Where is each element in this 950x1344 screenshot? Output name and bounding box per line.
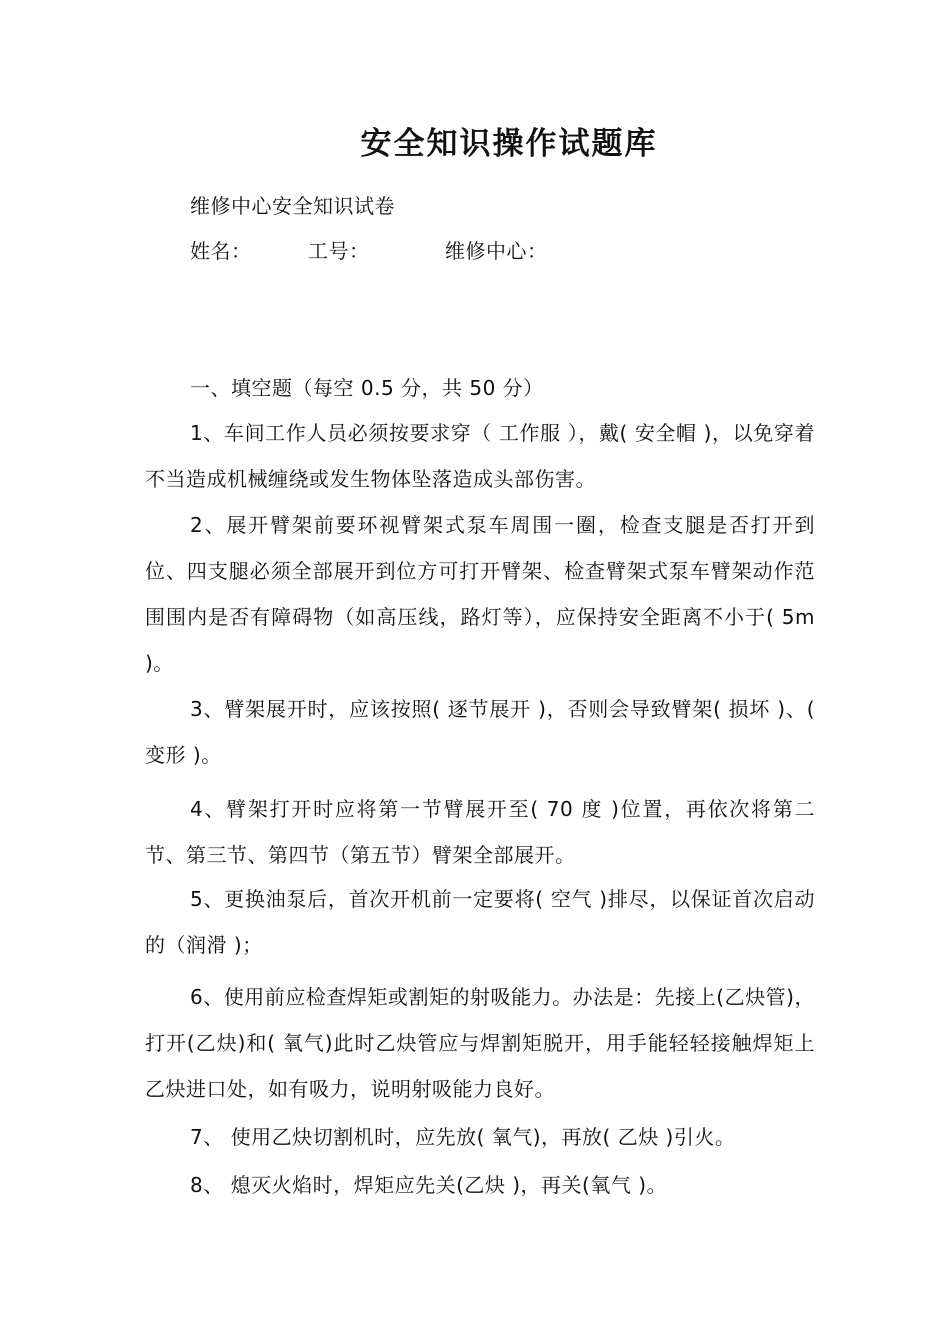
employee-id-label: 工号： xyxy=(308,239,370,263)
question-6: 6、使用前应检查焊矩或割矩的射吸能力。办法是：先接上(乙炔管)，打开(乙炔)和( 氧气)此时乙炔管应与焊割矩脱开，用手能轻轻接触焊矩上乙炔进口处，如有吸力，说明射吸能力良好。 xyxy=(145,985,815,1101)
exam-info-row xyxy=(190,235,548,264)
document-title: 安全知识操作试题库 xyxy=(360,126,658,162)
repair-center-label: 维修中心： xyxy=(445,239,548,263)
question-5: 5、更换油泵后，首次开机前一定要将( 空气 )排尽，以保证首次启动的（润滑 )； xyxy=(145,887,815,957)
question-4: 4、臂架打开时应将第一节臂展开至( 70 度 )位置，再依次将第二节、第三节、第四节（第五节）臂架全部展开。 xyxy=(145,797,815,867)
question-2: 2、展开臂架前要环视臂架式泵车周围一圈，检查支腿是否打开到位、四支腿必须全部展开到位方可打开臂架、检查臂架式泵车臂架动作范围围内是否有障碍物（如高压线，路灯等），应保持安全距离不小于( 5m )。 xyxy=(145,513,815,675)
question-1: 1、车间工作人员必须按要求穿（ 工作服 ），戴( 安全帽 )，以免穿着不当造成机械缠绕或发生物体坠落造成头部伤害。 xyxy=(145,421,815,491)
exam-subtitle: 维修中心安全知识试卷 xyxy=(190,194,395,218)
name-label: 姓名： xyxy=(190,239,252,263)
section-heading: 一、填空题（每空 0.5 分，共 50 分） xyxy=(190,376,544,400)
question-7: 7、 使用乙炔切割机时，应先放( 氧气)，再放( 乙炔 )引火。 xyxy=(190,1125,736,1149)
question-8: 8、 熄灭火焰时，焊矩应先关(乙炔 )，再关(氧气 )。 xyxy=(190,1173,668,1197)
question-3: 3、臂架展开时，应该按照( 逐节展开 )，否则会导致臂架( 损坏 )、( 变形 )。 xyxy=(145,697,815,767)
